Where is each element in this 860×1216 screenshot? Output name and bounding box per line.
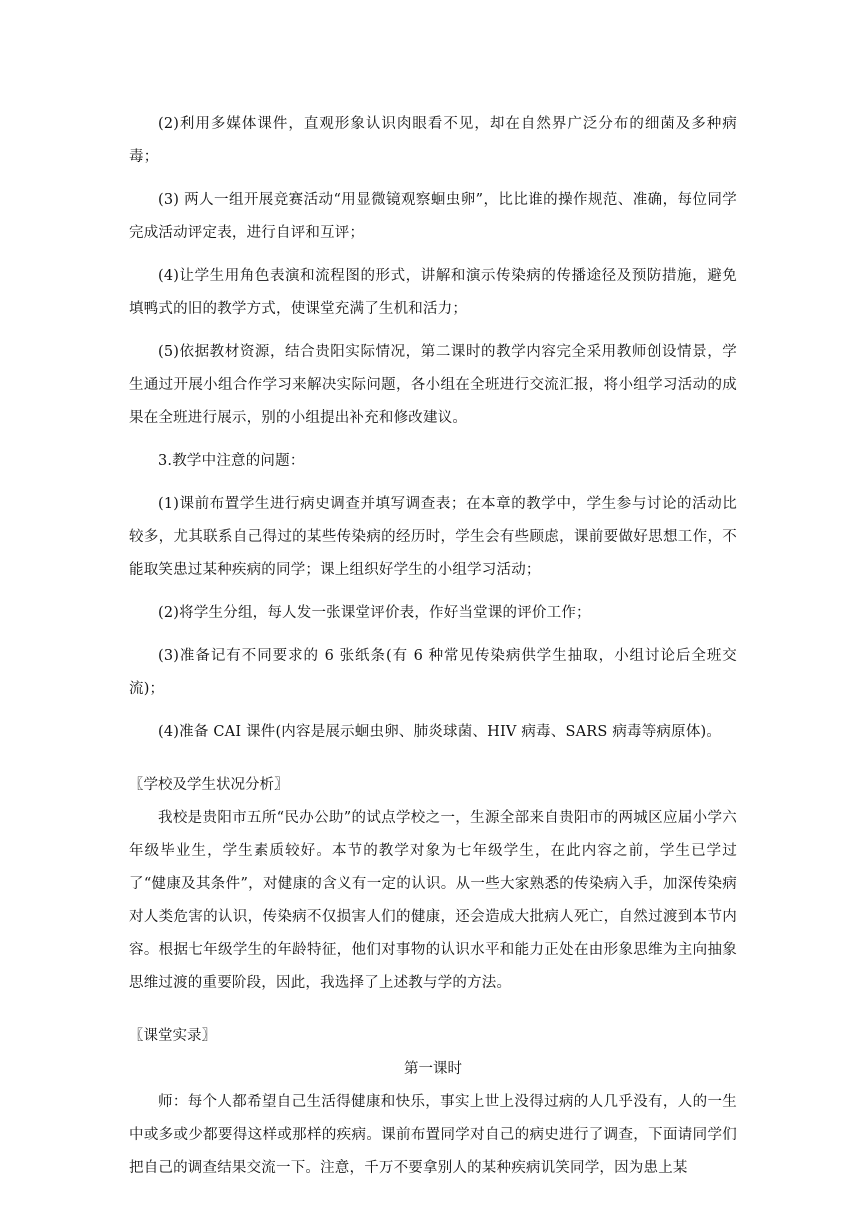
note-item-4: (4)准备 CAI 课件(内容是展示蛔虫卵、肺炎球菌、HIV 病毒、SARS 病毒等病原体)。 bbox=[158, 724, 722, 740]
paragraph-item-2: (2)利用多媒体课件，直观形象认识肉眼看不见，却在自然界广泛分布的细菌及多种病毒； bbox=[129, 116, 737, 165]
document-body bbox=[129, 108, 737, 1185]
note-item-1: (1)课前布置学生进行病史调查并填写调查表；在本章的教学中，学生参与讨论的活动比较多，尤其联系自己得过的某些传染病的经历时，学生会有些顾虑，课前要做好思想工作，不能取笑患过某种疾病的同学；课上组织好学生的小组学习活动； bbox=[129, 496, 737, 578]
school-analysis-heading: 〖学校及学生状况分析〗 bbox=[129, 777, 289, 793]
paragraph-item-4: (4)让学生用角色表演和流程图的形式，讲解和演示传染病的传播途径及预防措施，避免填鸭式的旧的教学方式，使课堂充满了生机和活力； bbox=[129, 268, 737, 317]
paragraph-item-3: (3) 两人一组开展竞赛活动“用显微镜观察蛔虫卵”，比比谁的操作规范、准确，每位同学完成活动评定表，进行自评和互评； bbox=[129, 192, 737, 241]
note-item-2: (2)将学生分组，每人发一张课堂评价表，作好当堂课的评价工作； bbox=[158, 605, 591, 621]
class-record-text: 师：每个人都希望自己生活得健康和快乐，事实上世上没得过病的人几乎没有，人的一生中或多或少都要得这样或那样的疾病。课前布置同学对自己的病史进行了调查，下面请同学们把自己的调查结果交流一下。注意，千万不要拿别人的某种疾病讥笑同学，因为患上某 bbox=[129, 1094, 737, 1176]
class-record-heading: 〖课堂实录〗 bbox=[129, 1028, 216, 1044]
note-item-3: (3)准备记有不同要求的 6 张纸条(有 6 种常见传染病供学生抽取，小组讨论后全班交流)； bbox=[129, 648, 737, 697]
notes-heading: 3.教学中注意的问题： bbox=[158, 453, 305, 469]
school-analysis-text: 我校是贵阳市五所“民办公助”的试点学校之一，生源全部来自贵阳市的两城区应届小学六年级毕业生，学生素质较好。本节的教学对象为七年级学生，在此内容之前，学生已学过了“健康及其条件”，对健康的含义有一定的认识。从一些大家熟悉的传染病入手，加深传染病对人类危害的认识，传染病不仅损害人们的健康，还会造成大批病人死亡，自然过渡到本节内容。根据七年级学生的年龄特征，他们对事物的认识水平和能力正处在由形象思维为主向抽象思维过渡的重要阶段，因此，我选择了上述教与学的方法。 bbox=[129, 810, 737, 991]
lesson-subheading: 第一课时 bbox=[404, 1061, 462, 1077]
paragraph-item-5: (5)依据教材资源，结合贵阳实际情况，第二课时的教学内容完全采用教师创设情景，学生通过开展小组合作学习来解决实际问题，各小组在全班进行交流汇报，将小组学习活动的成果在全班进行展示，别的小组提出补充和修改建议。 bbox=[129, 344, 737, 426]
